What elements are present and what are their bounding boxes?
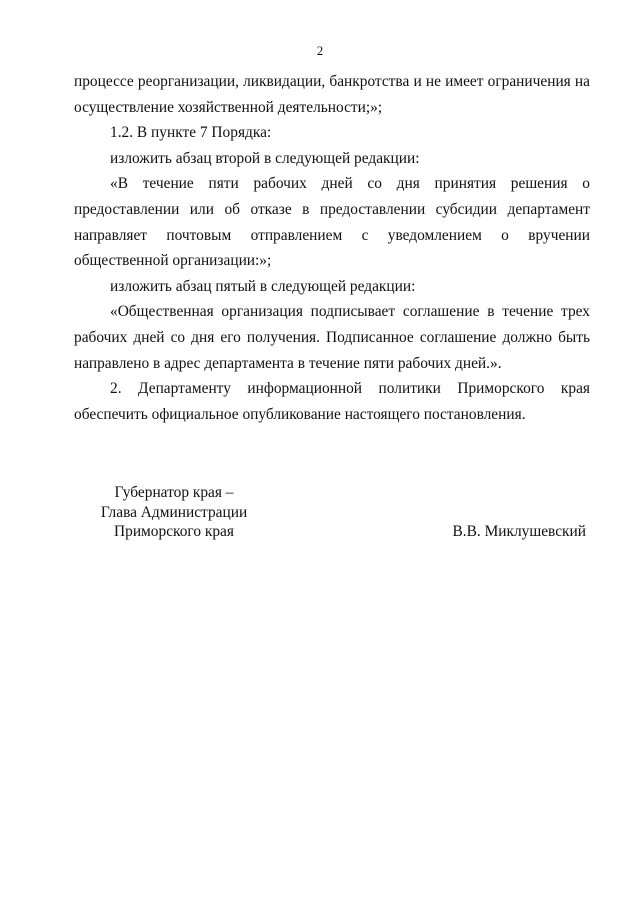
paragraph-amend-fifth: изложить абзац пятый в следующей редакции:	[110, 277, 416, 295]
paragraph-item-1-2: 1.2. В пункте 7 Порядка:	[110, 124, 272, 142]
item-2-second-line: обеспечить официальное опубликование настоящего постановления.	[74, 405, 526, 423]
page-number: 2	[316, 43, 324, 58]
paragraph-quote-fifth: «Общественная организация подписывает соглашение в течение трех рабочих дней со дня его получения. Подписанное соглашение должно быть направлено в адрес департамента в течение пяти рабочих дней.».	[74, 303, 590, 372]
item-2-word: информационной	[247, 380, 363, 398]
signatory-title-line: Глава Администрации	[100, 503, 248, 521]
paragraph-quote-second: «В течение пяти рабочих дней со дня принятия решения о предоставлении или об отказе в предоставлении субсидии департамент направляет почтовым отправлением с уведомлением о вручении общественной организации:»;	[74, 175, 590, 270]
item-2-first-line	[74, 376, 590, 402]
signatory-title-line: Губернатор края –	[114, 484, 234, 501]
document-body	[74, 69, 590, 427]
item-2-word: края	[560, 380, 590, 398]
item-2-word: 2.	[110, 380, 122, 398]
item-2-word: Приморского	[457, 380, 545, 398]
item-2-word: политики	[378, 380, 441, 398]
item-2-word: Департаменту	[138, 380, 231, 398]
paragraph-item-2	[74, 376, 590, 427]
paragraph-amend-second: изложить абзац второй в следующей редакции:	[110, 149, 420, 167]
paragraph-continuation: процессе реорганизации, ликвидации, банкротства и не имеет ограничения на осуществление хозяйственной деятельности;»;	[74, 73, 590, 116]
signatory-title-line: Приморского края	[114, 523, 234, 540]
signatory-name: В.В. Миклушевский	[452, 523, 586, 540]
signatory-title	[74, 483, 274, 542]
